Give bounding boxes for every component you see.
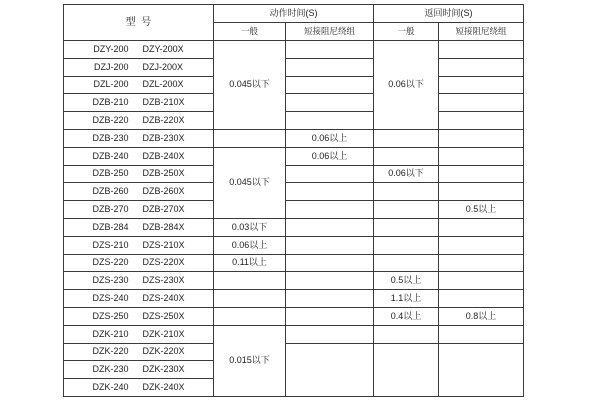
model-pair <box>64 276 213 285</box>
cell-model <box>64 379 214 397</box>
cell-action-damping <box>286 76 374 94</box>
cell-action-general: 0.06以上 <box>214 236 286 254</box>
header-row-top <box>64 5 524 23</box>
cell-action-general: 0.03以下 <box>214 218 286 236</box>
model-pair <box>64 134 213 143</box>
model-name-base: DZB-260 <box>92 186 129 197</box>
cell-action-general: 0.11以上 <box>214 254 286 272</box>
cell-action-damping <box>286 183 374 201</box>
table-row <box>64 343 524 361</box>
table-row <box>64 165 524 183</box>
cell-action-damping <box>286 94 374 112</box>
model-name-base: DZB-250 <box>92 168 129 179</box>
header-action-general: 一般 <box>214 23 286 41</box>
table-row <box>64 325 524 343</box>
cell-action-general <box>214 290 286 308</box>
header-model: 型 号 <box>64 5 214 41</box>
header-action-damping: 短接阻尼绕组 <box>286 23 374 41</box>
cell-model <box>64 112 214 130</box>
table-row <box>64 94 524 112</box>
cell-return-damping: 0.8以上 <box>439 307 524 325</box>
cell-action-general: 0.045以下 <box>214 147 286 218</box>
cell-return-general <box>374 201 439 219</box>
table-row <box>64 307 524 325</box>
model-name-base: DZB-220 <box>92 115 129 126</box>
model-name-base: DZS-250 <box>92 310 129 321</box>
cell-action-damping <box>286 290 374 308</box>
cell-return-general <box>374 147 439 165</box>
model-pair <box>64 294 213 303</box>
cell-return-damping: 0.5以上 <box>439 201 524 219</box>
cell-action-general <box>214 129 286 147</box>
model-pair <box>64 241 213 250</box>
model-pair <box>64 223 213 232</box>
model-pair <box>64 63 213 72</box>
cell-action-damping <box>286 218 374 236</box>
model-name-x: DZL-200X <box>142 79 184 90</box>
model-name-x: DZB-240X <box>142 150 185 161</box>
model-name-x: DZS-230X <box>142 275 185 286</box>
model-name-x: DZB-220X <box>142 115 185 126</box>
table-row <box>64 218 524 236</box>
cell-model <box>64 254 214 272</box>
cell-return-general <box>374 343 439 396</box>
cell-return-damping <box>439 290 524 308</box>
cell-model <box>64 76 214 94</box>
cell-return-damping <box>439 129 524 147</box>
cell-action-damping <box>286 325 374 343</box>
model-pair <box>64 169 213 178</box>
cell-return-general: 0.06以下 <box>374 165 439 183</box>
table-header <box>64 5 524 41</box>
cell-model <box>64 201 214 219</box>
model-name-x: DZB-250X <box>142 168 185 179</box>
cell-action-general: 0.045以下 <box>214 41 286 130</box>
model-name-x: DZK-210X <box>142 328 185 339</box>
table-row <box>64 236 524 254</box>
cell-action-general <box>214 307 286 325</box>
cell-return-damping <box>439 183 524 201</box>
model-pair <box>64 312 213 321</box>
cell-model <box>64 290 214 308</box>
model-name-x: DZS-250X <box>142 310 185 321</box>
table-row <box>64 58 524 76</box>
cell-model <box>64 165 214 183</box>
header-return-time: 返回时间(S) <box>374 5 524 23</box>
cell-action-general <box>214 272 286 290</box>
model-name-base: DZK-210 <box>92 328 129 339</box>
model-name-base: DZS-230 <box>92 275 129 286</box>
model-name-base: DZS-240 <box>92 293 129 304</box>
model-pair <box>64 116 213 125</box>
cell-return-damping <box>439 76 524 94</box>
cell-model <box>64 94 214 112</box>
model-name-base: DZB-270 <box>92 204 129 215</box>
table-row <box>64 201 524 219</box>
cell-action-damping <box>286 254 374 272</box>
model-pair <box>64 383 213 392</box>
model-name-base: DZK-230 <box>92 364 129 375</box>
cell-return-damping <box>439 325 524 343</box>
cell-return-damping <box>439 94 524 112</box>
cell-return-general: 0.4以上 <box>374 307 439 325</box>
cell-return-damping <box>439 165 524 183</box>
model-name-x: DZJ-200X <box>142 61 184 72</box>
model-name-x: DZS-220X <box>142 257 185 268</box>
model-name-base: DZS-210 <box>92 239 129 250</box>
model-name-base: DZL-200 <box>93 79 129 90</box>
cell-return-damping <box>439 218 524 236</box>
model-pair <box>64 187 213 196</box>
model-name-base: DZY-200 <box>93 43 129 54</box>
cell-model <box>64 325 214 343</box>
table-row <box>64 112 524 130</box>
cell-action-damping <box>286 236 374 254</box>
relay-timing-table <box>63 4 524 397</box>
model-name-base: DZB-284 <box>92 221 129 232</box>
cell-return-general <box>374 129 439 147</box>
model-name-x: DZK-230X <box>142 364 185 375</box>
cell-model <box>64 343 214 361</box>
cell-model <box>64 218 214 236</box>
table-row <box>64 272 524 290</box>
model-pair <box>64 258 213 267</box>
table-body <box>64 41 524 397</box>
model-name-x: DZY-200X <box>142 43 184 54</box>
table-row <box>64 147 524 165</box>
cell-return-general: 0.06以下 <box>374 41 439 130</box>
model-pair <box>64 365 213 374</box>
cell-return-general <box>374 218 439 236</box>
model-pair <box>64 205 213 214</box>
cell-model <box>64 41 214 59</box>
model-pair <box>64 45 213 54</box>
cell-action-damping <box>286 343 374 396</box>
model-name-x: DZB-210X <box>142 97 185 108</box>
table-row <box>64 129 524 147</box>
cell-return-general <box>374 183 439 201</box>
cell-return-damping <box>439 236 524 254</box>
table-row <box>64 290 524 308</box>
cell-model <box>64 129 214 147</box>
table-row <box>64 76 524 94</box>
cell-action-general: 0.015以下 <box>214 325 286 396</box>
cell-model <box>64 236 214 254</box>
header-action-time: 动作时间(S) <box>214 5 374 23</box>
model-name-base: DZJ-200 <box>93 61 129 72</box>
cell-action-damping <box>286 58 374 76</box>
cell-return-general: 1.1以上 <box>374 290 439 308</box>
cell-action-damping <box>286 307 374 325</box>
cell-return-general: 0.5以上 <box>374 272 439 290</box>
model-name-x: DZB-260X <box>142 186 185 197</box>
table-row <box>64 254 524 272</box>
cell-model <box>64 183 214 201</box>
model-name-base: DZK-220 <box>92 346 129 357</box>
model-name-base: DZB-240 <box>92 150 129 161</box>
table-row <box>64 41 524 59</box>
cell-return-damping <box>439 41 524 59</box>
model-name-x: DZB-230X <box>142 132 185 143</box>
model-pair <box>64 98 213 107</box>
cell-return-damping <box>439 254 524 272</box>
model-name-x: DZS-240X <box>142 293 185 304</box>
cell-model <box>64 272 214 290</box>
cell-action-damping <box>286 112 374 130</box>
model-name-base: DZB-230 <box>92 132 129 143</box>
cell-action-damping <box>286 272 374 290</box>
cell-action-damping: 0.06以上 <box>286 129 374 147</box>
cell-action-damping <box>286 201 374 219</box>
cell-return-damping <box>439 58 524 76</box>
cell-return-damping <box>439 272 524 290</box>
cell-return-general <box>374 254 439 272</box>
model-name-x: DZB-284X <box>142 221 185 232</box>
model-name-base: DZK-240 <box>92 382 129 393</box>
cell-return-damping <box>439 343 524 396</box>
cell-model <box>64 307 214 325</box>
model-pair <box>64 347 213 356</box>
cell-return-damping <box>439 112 524 130</box>
cell-model <box>64 58 214 76</box>
cell-return-general <box>374 325 439 343</box>
model-pair <box>64 80 213 89</box>
header-return-general: 一般 <box>374 23 439 41</box>
cell-action-damping <box>286 41 374 59</box>
cell-return-general <box>374 236 439 254</box>
model-name-x: DZK-240X <box>142 382 185 393</box>
table-row <box>64 183 524 201</box>
model-name-x: DZS-210X <box>142 239 185 250</box>
header-return-damping: 短接阻尼绕组 <box>439 23 524 41</box>
cell-model <box>64 147 214 165</box>
cell-action-damping: 0.06以上 <box>286 147 374 165</box>
cell-return-damping <box>439 147 524 165</box>
model-name-x: DZK-220X <box>142 346 185 357</box>
model-name-base: DZB-210 <box>92 97 129 108</box>
model-pair <box>64 152 213 161</box>
cell-model <box>64 361 214 379</box>
model-name-base: DZS-220 <box>92 257 129 268</box>
cell-action-damping <box>286 165 374 183</box>
model-name-x: DZB-270X <box>142 204 185 215</box>
model-pair <box>64 330 213 339</box>
